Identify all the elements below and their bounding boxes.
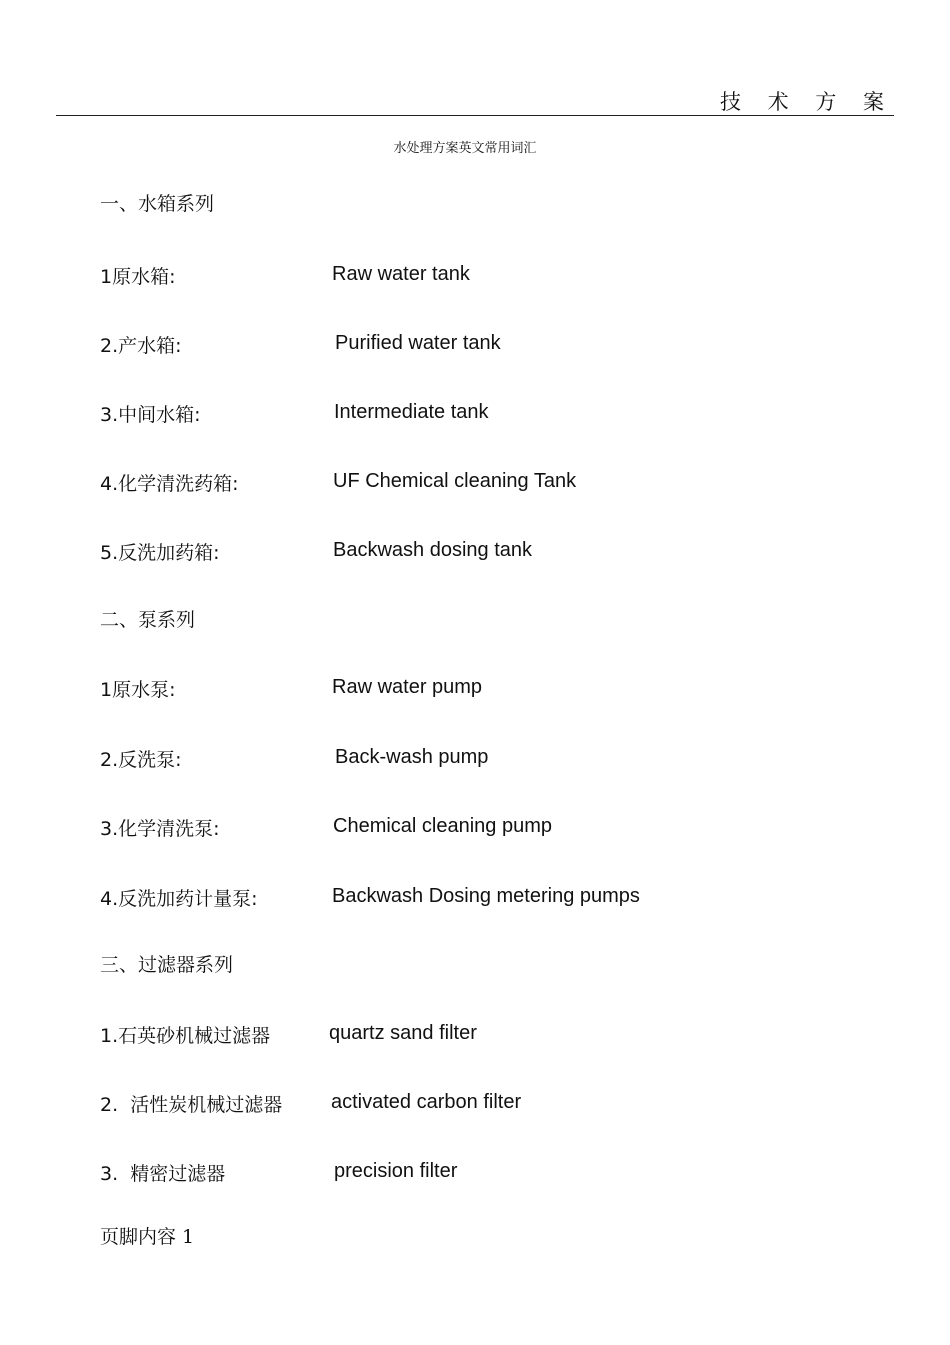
- term-english: Backwash dosing tank: [333, 539, 533, 561]
- term-chinese: 1原水箱:: [100, 266, 176, 288]
- term-english: precision filter: [334, 1160, 458, 1182]
- term-english: Raw water pump: [332, 676, 483, 698]
- document-title: 水处理方案英文常用词汇: [393, 141, 537, 156]
- page-header-title: 技 术 方 案: [719, 90, 894, 114]
- term-chinese: 3.中间水箱:: [100, 404, 201, 426]
- term-english: Raw water tank: [332, 263, 470, 285]
- term-english: Purified water tank: [335, 332, 501, 354]
- term-chinese: 4.反洗加药计量泵:: [100, 888, 258, 910]
- term-english: quartz sand filter: [329, 1022, 477, 1044]
- page-footer: 页脚内容 1: [100, 1226, 195, 1248]
- term-chinese: 4.化学清洗药箱:: [100, 473, 239, 495]
- section-title-filters: 三、过滤器系列: [100, 954, 234, 976]
- section-title-tanks: 一、水箱系列: [100, 193, 215, 215]
- term-chinese: 1.石英砂机械过滤器: [100, 1025, 271, 1047]
- term-english: Intermediate tank: [334, 401, 489, 423]
- term-english: Backwash Dosing metering pumps: [332, 885, 640, 907]
- header-rule: [56, 115, 894, 116]
- term-chinese: 5.反洗加药箱:: [100, 542, 220, 564]
- term-chinese: 3. 精密过滤器: [100, 1163, 226, 1185]
- term-english: UF Chemical cleaning Tank: [333, 470, 577, 492]
- term-chinese: 3.化学清洗泵:: [100, 818, 220, 840]
- term-english: Back-wash pump: [335, 746, 489, 768]
- term-chinese: 2. 活性炭机械过滤器: [100, 1094, 283, 1116]
- term-chinese: 2.产水箱:: [100, 335, 182, 357]
- term-english: activated carbon filter: [331, 1091, 522, 1113]
- term-chinese: 1原水泵:: [100, 679, 176, 701]
- term-chinese: 2.反洗泵:: [100, 749, 182, 771]
- term-english: Chemical cleaning pump: [333, 815, 553, 837]
- section-title-pumps: 二、泵系列: [100, 609, 196, 631]
